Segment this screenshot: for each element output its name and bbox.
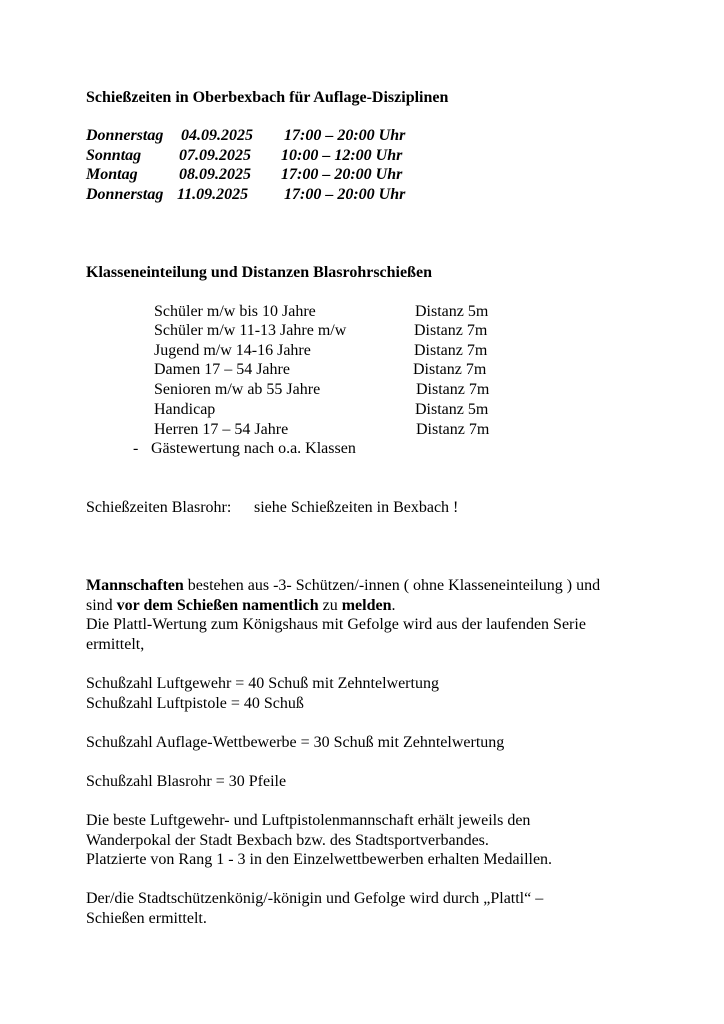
schedule-time: 17:00 – 20:00 Uhr	[284, 186, 406, 203]
class-distance: Distanz 7m	[413, 361, 487, 378]
shot-count-line: Schußzahl Auflage-Wettbewerbe = 30 Schuß mit Zehntelwertung	[86, 734, 505, 751]
schedule-day: Donnerstag	[86, 127, 164, 144]
class-name: Handicap	[154, 401, 216, 418]
teams-text: zu	[318, 597, 342, 614]
teams-paragraph-line2	[86, 596, 396, 616]
plattl-paragraph-line1: Die Plattl-Wertung zum Königshaus mit Gefolge wird aus der laufenden Serie	[86, 616, 586, 633]
schedule-heading: Schießzeiten in Oberbexbach für Auflage-Disziplinen	[86, 89, 449, 106]
bullet-marker: -	[133, 440, 139, 457]
class-distance: Distanz 7m	[416, 421, 490, 438]
class-distance: Distanz 5m	[415, 303, 489, 320]
classes-heading: Klasseneinteilung und Distanzen Blasrohrschießen	[86, 264, 432, 281]
teams-paragraph-line1	[86, 576, 600, 596]
class-name: Schüler m/w bis 10 Jahre	[154, 303, 316, 320]
shot-count-line: Schußzahl Luftgewehr = 40 Schuß mit Zehntelwertung	[86, 675, 439, 692]
schedule-date: 04.09.2025	[181, 127, 253, 144]
class-name: Schüler m/w 11-13 Jahre m/w	[154, 322, 347, 339]
shot-count-line: Schußzahl Blasrohr = 30 Pfeile	[86, 773, 287, 790]
schedule-day: Donnerstag	[86, 186, 164, 203]
class-name: Senioren m/w ab 55 Jahre	[154, 381, 321, 398]
class-name: Herren 17 – 54 Jahre	[154, 421, 289, 438]
king-line: Schießen ermittelt.	[86, 910, 207, 927]
teams-emphasis: melden	[341, 597, 392, 614]
bullet-text: Gästewertung nach o.a. Klassen	[151, 440, 356, 457]
plattl-paragraph-line2: ermittelt,	[86, 636, 145, 653]
schedule-date: 11.09.2025	[177, 186, 249, 203]
teams-text: sind	[86, 597, 117, 614]
schedule-time: 17:00 – 20:00 Uhr	[284, 127, 406, 144]
schedule-date: 08.09.2025	[179, 166, 251, 183]
class-name: Jugend m/w 14-16 Jahre	[154, 342, 311, 359]
schedule-day: Sonntag	[86, 147, 142, 164]
awards-line: Wanderpokal der Stadt Bexbach bzw. des Stadtsportverbandes.	[86, 832, 489, 849]
schedule-time: 10:00 – 12:00 Uhr	[281, 147, 403, 164]
awards-line: Die beste Luftgewehr- und Luftpistolenmannschaft erhält jeweils den	[86, 812, 531, 829]
schedule-day: Montag	[86, 166, 138, 183]
teams-keyword: Mannschaften	[86, 577, 184, 594]
class-distance: Distanz 7m	[414, 342, 488, 359]
teams-text: bestehen aus -3- Schützen/-innen ( ohne Klasseneinteilung ) und	[183, 577, 601, 594]
class-distance: Distanz 5m	[415, 401, 489, 418]
awards-line: Platzierte von Rang 1 - 3 in den Einzelwettbewerben erhalten Medaillen.	[86, 851, 553, 868]
schedule-time: 17:00 – 20:00 Uhr	[281, 166, 403, 183]
schedule-date: 07.09.2025	[179, 147, 251, 164]
king-line: Der/die Stadtschützenkönig/-königin und Gefolge wird durch „Plattl“ –	[86, 890, 544, 907]
shot-count-line: Schußzahl Luftpistole = 40 Schuß	[86, 695, 304, 712]
teams-text: .	[391, 597, 396, 614]
blasrohr-times-text: siehe Schießzeiten in Bexbach !	[254, 499, 459, 516]
class-distance: Distanz 7m	[414, 322, 488, 339]
class-name: Damen 17 – 54 Jahre	[154, 361, 290, 378]
blasrohr-times-label: Schießzeiten Blasrohr:	[86, 499, 232, 516]
teams-emphasis: vor dem Schießen namentlich	[116, 597, 319, 614]
class-distance: Distanz 7m	[416, 381, 490, 398]
